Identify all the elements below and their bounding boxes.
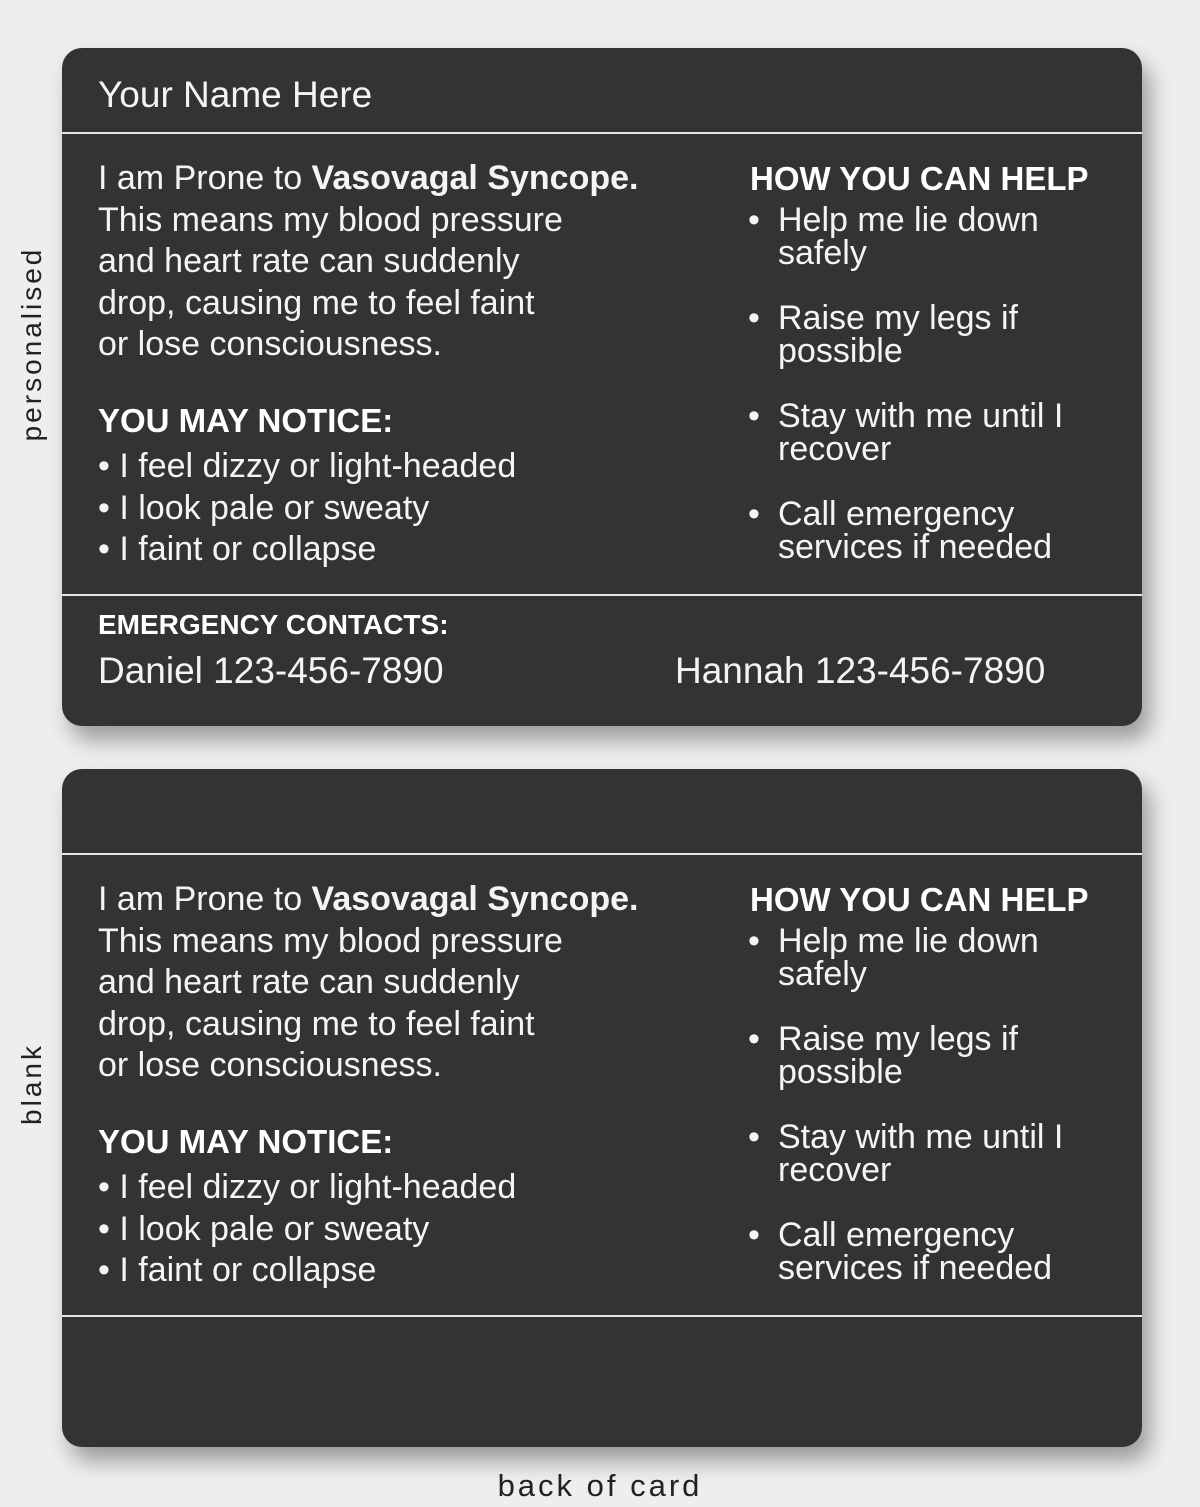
symptom-list — [98, 1167, 516, 1292]
help-item-text: Raise my legs if possible — [778, 1020, 1018, 1091]
blank-label: blank — [16, 1043, 47, 1125]
symptom-item: • I look pale or sweaty — [98, 1209, 430, 1248]
condition-name: Vasovagal Syncope. — [311, 880, 639, 918]
help-item — [748, 922, 1108, 993]
help-list — [748, 922, 1108, 1317]
help-item — [748, 397, 1108, 468]
condition-description — [98, 158, 718, 366]
help-item-text: Call emergency services if needed — [778, 1216, 1053, 1287]
bullet-icon: • — [748, 495, 760, 533]
symptom-list — [98, 446, 516, 571]
bullet-icon: • — [748, 1020, 760, 1058]
card-holder-name: Your Name Here — [98, 74, 373, 115]
emergency-contact-1: Daniel 123-456-7890 — [98, 650, 444, 691]
personalised-card — [62, 48, 1142, 726]
symptom-item: • I faint or collapse — [98, 1251, 377, 1289]
help-item-text: Stay with me until I recover — [778, 397, 1064, 468]
bullet-icon: • — [748, 1216, 760, 1254]
help-heading: HOW YOU CAN HELP — [750, 160, 1089, 197]
intro-line: This means my blood pressure — [98, 200, 563, 239]
help-item — [748, 299, 1108, 370]
symptom-item: • I faint or collapse — [98, 530, 377, 568]
bullet-icon: • — [748, 1118, 760, 1156]
help-item-text: Help me lie down safely — [778, 201, 1039, 272]
symptom-item: • I look pale or sweaty — [98, 488, 430, 527]
symptom-item: • I feel dizzy or light-headed — [98, 1168, 517, 1206]
help-item-text: Help me lie down safely — [778, 922, 1039, 993]
intro-line-1 — [98, 879, 718, 921]
bottom-divider — [62, 594, 1142, 596]
help-item-text: Stay with me until I recover — [778, 1118, 1064, 1189]
help-item — [748, 1216, 1108, 1287]
intro-line-1 — [98, 158, 718, 200]
bullet-icon: • — [748, 922, 760, 960]
help-item — [748, 1020, 1108, 1091]
back-of-card-caption: back of card — [497, 1468, 703, 1503]
notice-heading: YOU MAY NOTICE: — [98, 1123, 394, 1160]
intro-line: and heart rate can suddenly — [98, 242, 520, 280]
blank-card — [62, 769, 1142, 1447]
help-list — [748, 201, 1108, 596]
intro-line: or lose consciousness. — [98, 1046, 442, 1084]
top-divider — [62, 132, 1142, 134]
symptom-item: • I feel dizzy or light-headed — [98, 447, 517, 485]
help-item — [748, 495, 1108, 566]
help-item — [748, 1118, 1108, 1189]
bullet-icon: • — [748, 201, 760, 239]
intro-line: This means my blood pressure — [98, 921, 563, 960]
intro-line: drop, causing me to feel faint — [98, 283, 535, 322]
condition-name: Vasovagal Syncope. — [311, 159, 639, 197]
intro-line: or lose consciousness. — [98, 325, 442, 363]
personalised-label: personalised — [16, 246, 47, 442]
intro-line: and heart rate can suddenly — [98, 963, 520, 1001]
bullet-icon: • — [748, 397, 760, 435]
bullet-icon: • — [748, 299, 760, 337]
intro-line: drop, causing me to feel faint — [98, 1004, 535, 1043]
bottom-divider — [62, 1315, 1142, 1317]
top-divider — [62, 853, 1142, 855]
notice-heading: YOU MAY NOTICE: — [98, 402, 394, 439]
help-item-text: Raise my legs if possible — [778, 299, 1018, 370]
help-item-text: Call emergency services if needed — [778, 495, 1053, 566]
emergency-contact-2: Hannah 123-456-7890 — [675, 650, 1046, 691]
condition-description — [98, 879, 718, 1087]
emergency-contacts-heading: EMERGENCY CONTACTS: — [98, 609, 449, 640]
intro-prefix: I am Prone to — [98, 880, 312, 918]
intro-prefix: I am Prone to — [98, 159, 312, 197]
help-item — [748, 201, 1108, 272]
help-heading: HOW YOU CAN HELP — [750, 881, 1089, 918]
